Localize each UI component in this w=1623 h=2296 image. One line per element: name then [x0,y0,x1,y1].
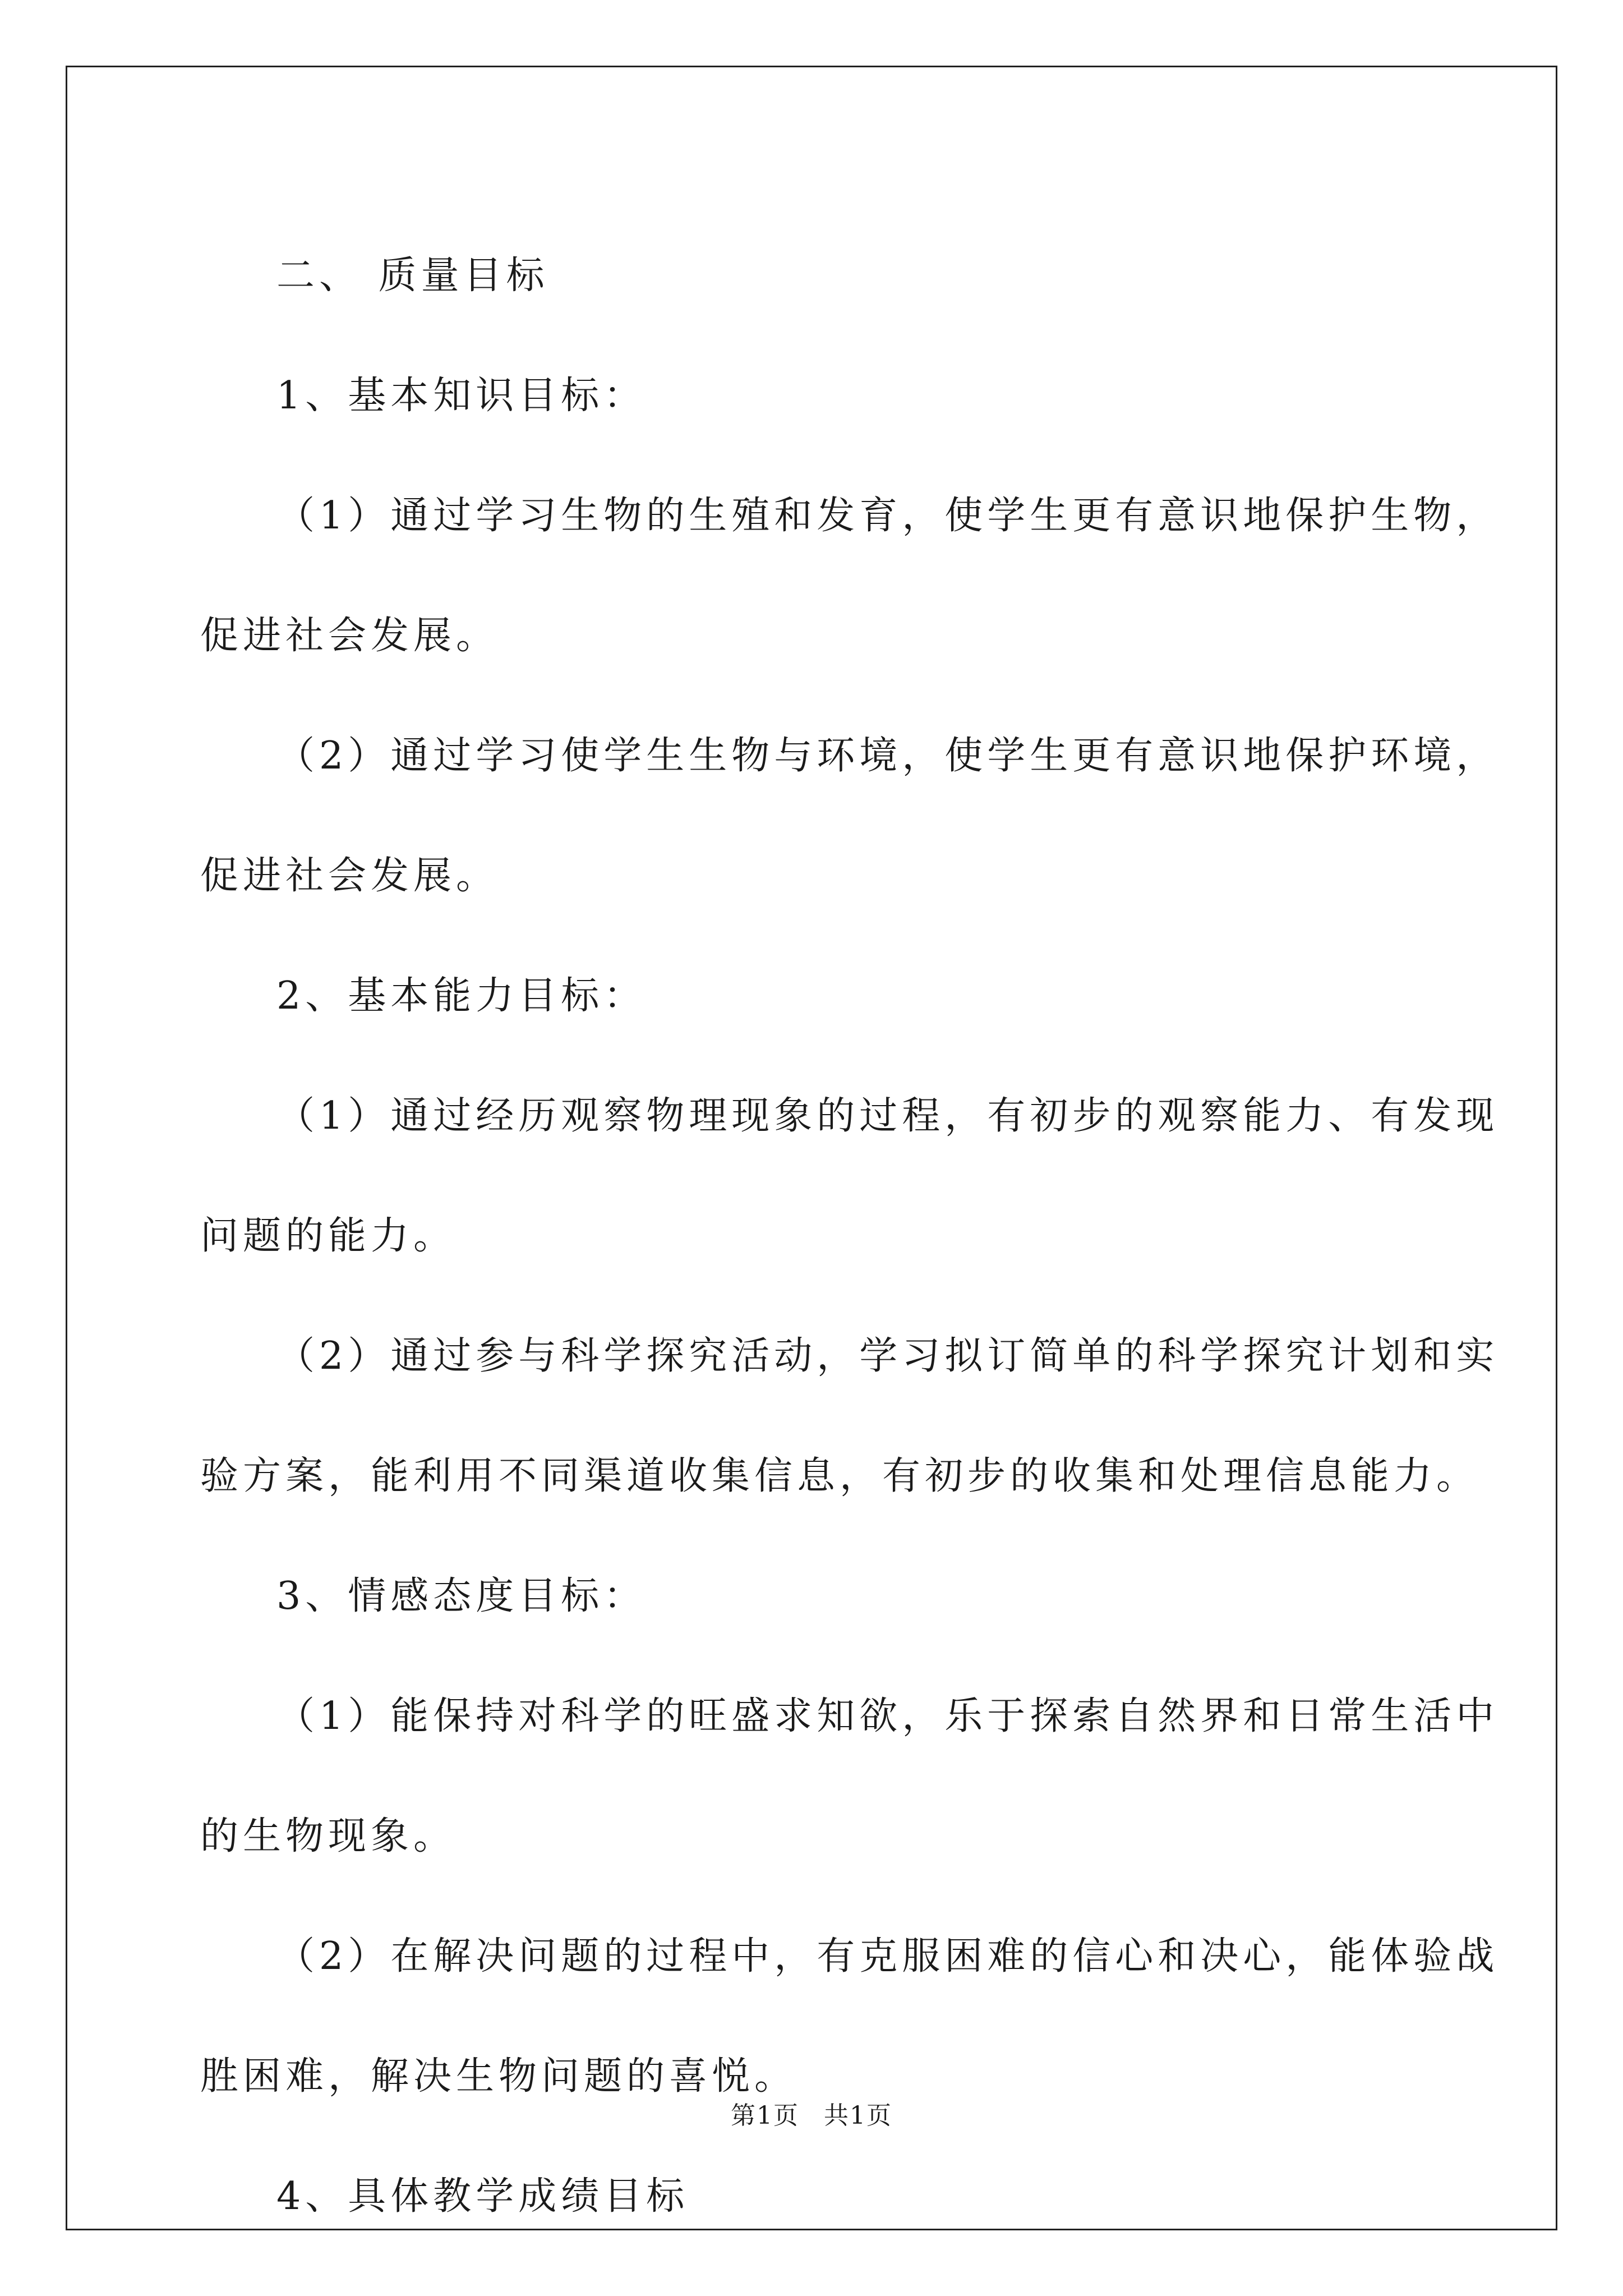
paragraph-line: 促进社会发展。 [200,854,499,898]
paragraph-line: （1）通过学习生物的生殖和发育，使学生更有意识地保护生物， [276,494,1499,538]
page-number: 第1页 [731,2101,799,2130]
paragraph-line: （1）通过经历观察物理现象的过程，有初步的观察能力、有发现 [276,1094,1499,1138]
page-footer [0,2095,1623,2131]
section-heading: 二、 质量目标 [276,254,549,298]
document-body [200,216,1499,2257]
subsection-heading: 2、基本能力目标： [276,974,647,1018]
paragraph-line: （2）在解决问题的过程中，有克服困难的信心和决心，能体验战 [276,1934,1499,1978]
subsection-heading: 4、具体教学成绩目标 [276,2174,689,2219]
paragraph-line: （2）通过学习使学生生物与环境，使学生更有意识地保护环境， [276,734,1499,778]
paragraph-line: （1）能保持对科学的旺盛求知欲，乐于探索自然界和日常生活中 [276,1694,1499,1738]
page-total: 共1页 [824,2101,892,2130]
subsection-heading: 3、情感态度目标： [276,1574,647,1618]
paragraph-line: 的生物现象。 [200,1814,457,1858]
subsection-heading: 1、基本知识目标： [276,374,647,418]
paragraph-line: 问题的能力。 [200,1214,457,1258]
paragraph-line: 胜困难，解决生物问题的喜悦。 [200,2054,797,2099]
paragraph-line: （2）通过参与科学探究活动，学习拟订简单的科学探究计划和实 [276,1334,1499,1378]
paragraph-line: 促进社会发展。 [200,614,499,658]
paragraph-line: 验方案，能利用不同渠道收集信息，有初步的收集和处理信息能力。 [200,1454,1479,1498]
